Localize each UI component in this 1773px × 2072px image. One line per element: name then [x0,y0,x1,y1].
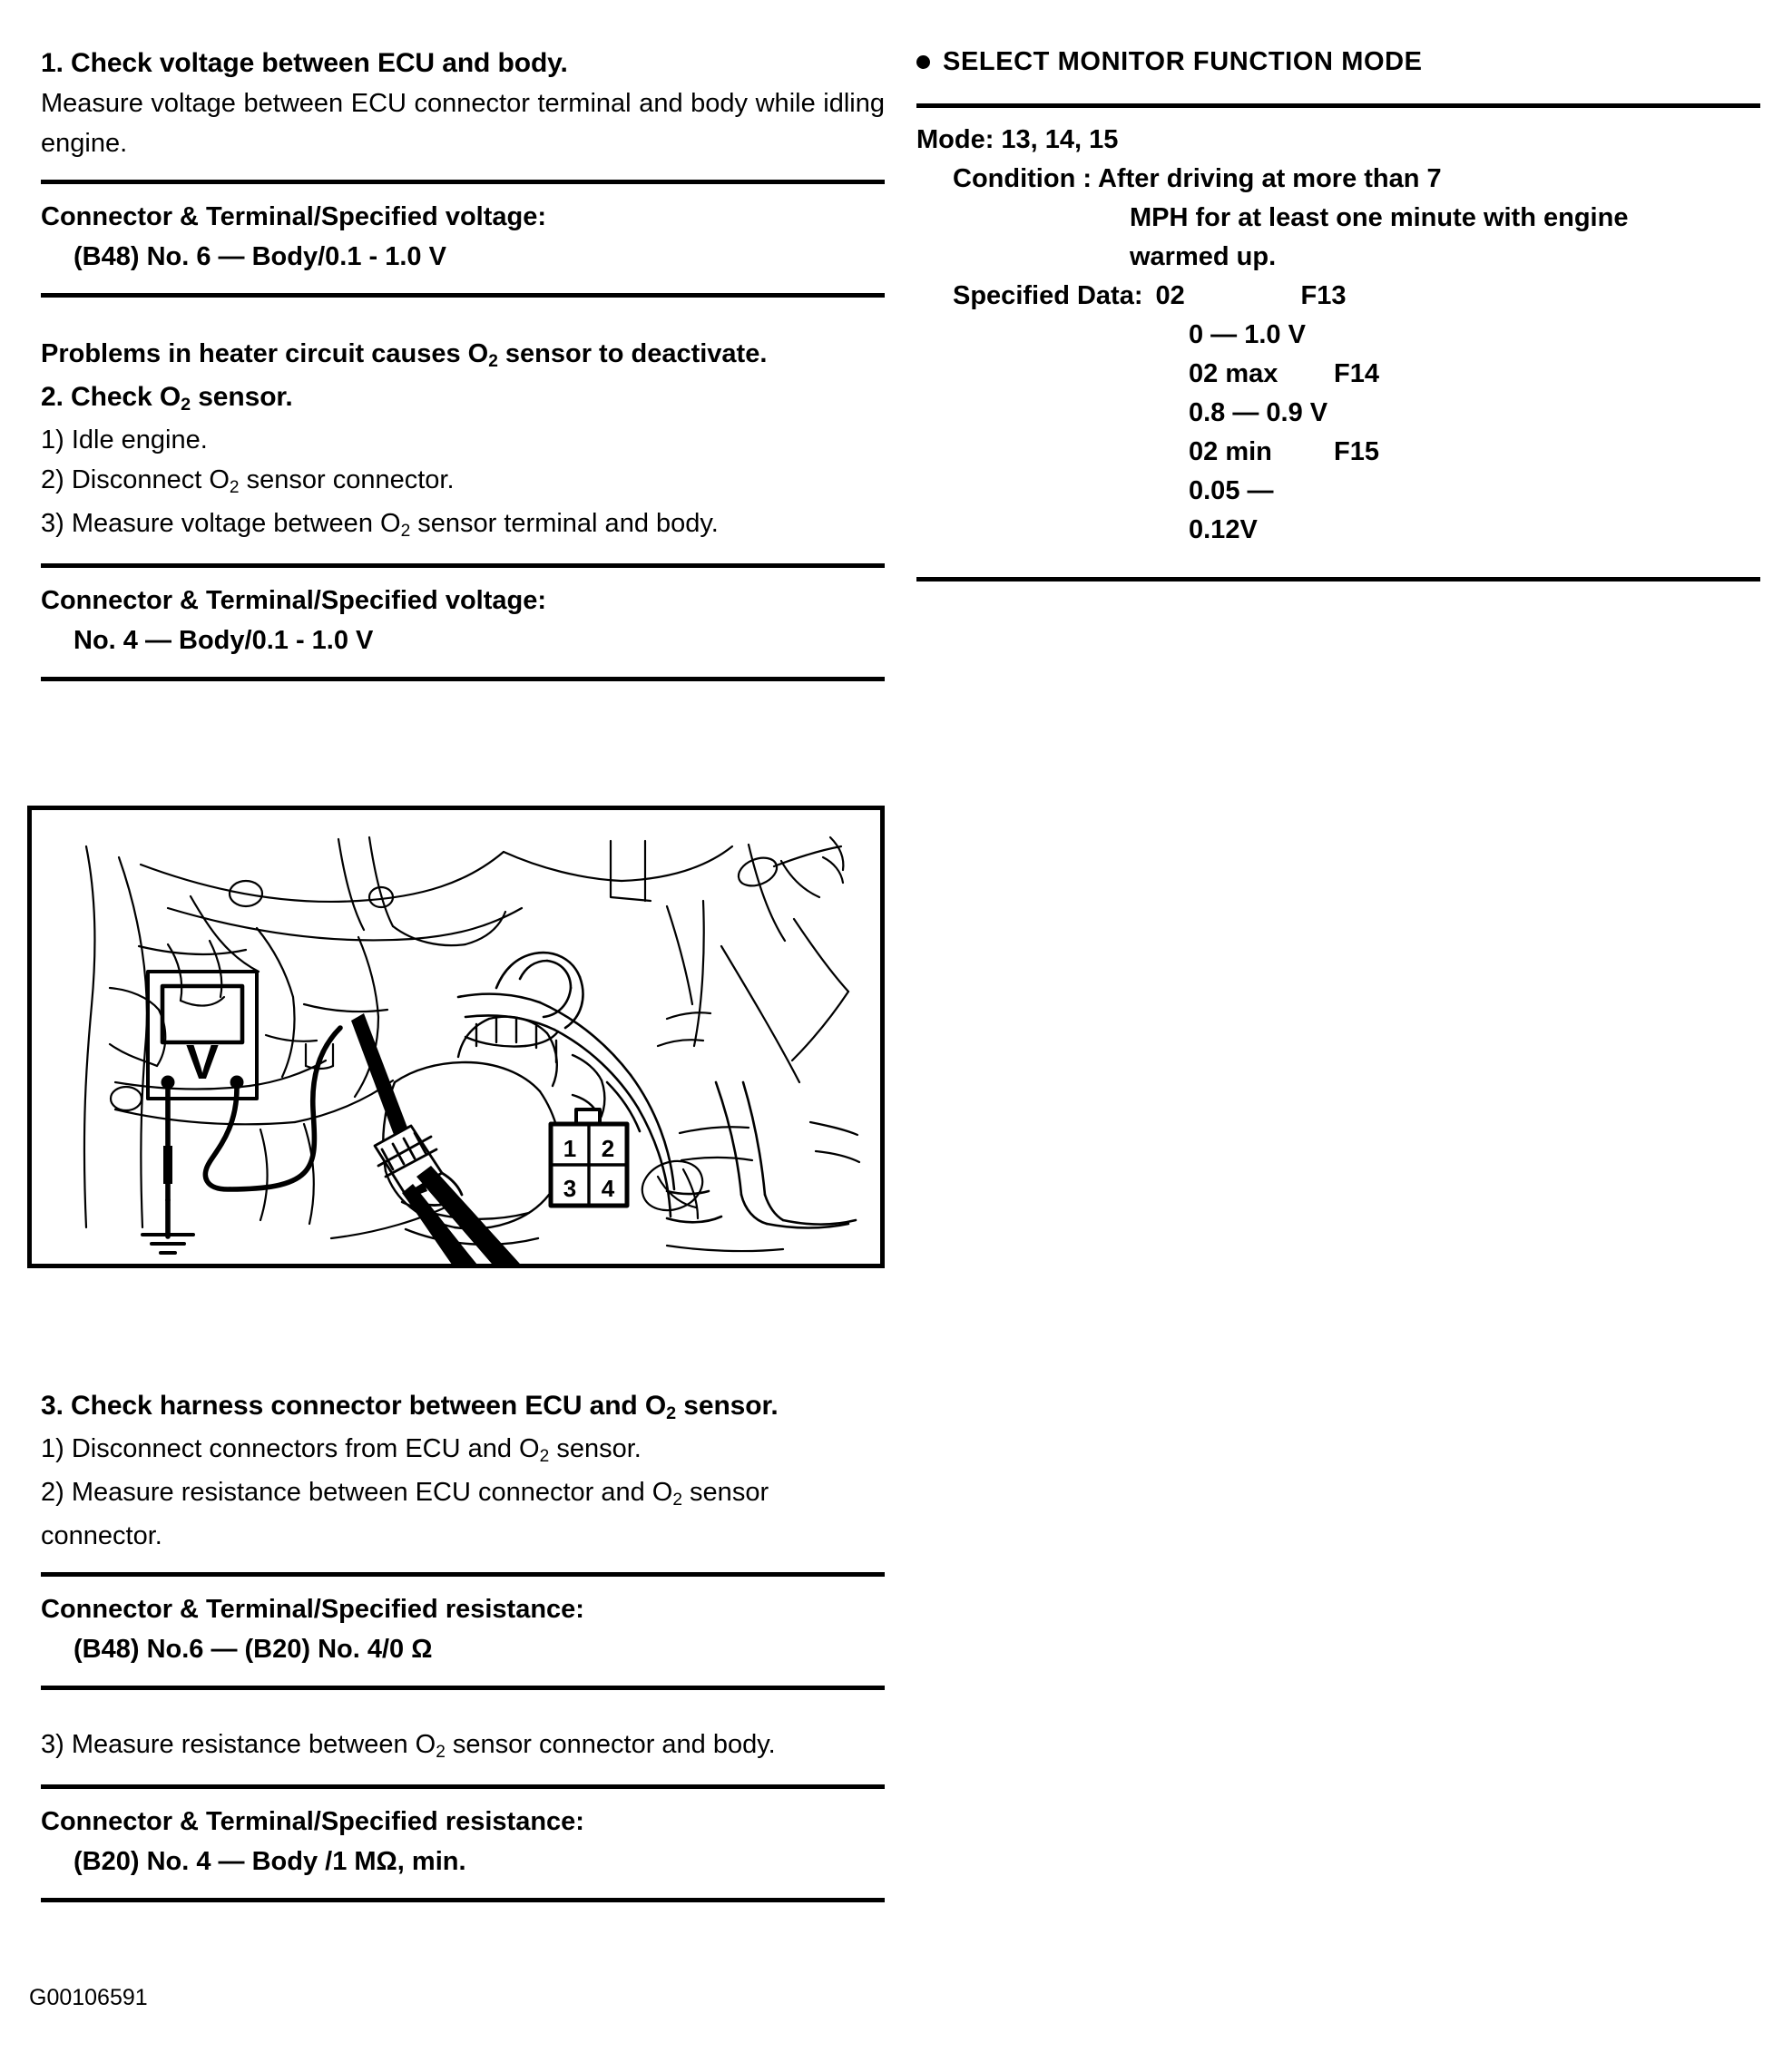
divider-rule [41,180,885,184]
step-3-item-3 [41,1725,885,1768]
step-2-item-3-prefix: 3) Measure voltage between O [41,509,401,538]
step-2-item-2 [41,460,885,503]
spec-2-value: No. 4 — Body/0.1 - 1.0 V [73,626,374,655]
specified-data-row-0 [916,277,1760,316]
pin-label-2: 2 [601,1135,615,1162]
specified-data-value-1: 0 — 1.0 V [1189,320,1306,349]
step-2-heading-suffix: sensor. [190,382,293,412]
specified-data-code-2: F14 [1334,359,1379,388]
divider-rule [41,1898,885,1902]
step-2-item-3 [41,503,885,547]
specified-data-value-4: 02 min [1189,437,1272,466]
step-2-item-2-prefix: 2) Disconnect O [41,465,230,494]
step-3-item-2-prefix: 2) Measure resistance between ECU connector and O [41,1478,673,1507]
divider-rule [41,1686,885,1690]
condition-line-3: warmed up. [1130,242,1277,271]
step-2-item-1: 1) Idle engine. [41,425,208,454]
voltmeter-label: V [185,1035,220,1090]
mode-line: Mode: 13, 14, 15 [916,125,1119,154]
specified-data-row-5 [916,472,1760,550]
pin-label-1: 1 [563,1135,577,1162]
spec-2-title: Connector & Terminal/Specified voltage: [41,586,547,615]
left-column-lower [41,1386,885,1902]
specified-data-row-3 [916,394,1760,433]
step-3-item-1-prefix: 1) Disconnect connectors from ECU and O [41,1434,540,1463]
step-3-item-1-suffix: sensor. [549,1434,642,1463]
specified-data-value-3: 0.8 — 0.9 V [1189,398,1328,427]
divider-rule [41,677,885,681]
page-reference-id: G00106591 [29,1985,148,2010]
pin-label-3: 3 [563,1175,577,1202]
subscript-2: 2 [666,1403,677,1424]
subscript-2: 2 [436,1742,446,1762]
step-3-heading [41,1386,885,1429]
subscript-2: 2 [672,1490,682,1510]
pin-label-4: 4 [601,1175,615,1202]
divider-rule [916,577,1760,582]
spec-1-value: (B48) No. 6 — Body/0.1 - 1.0 V [73,242,446,271]
subscript-2: 2 [181,395,191,415]
specified-data-code-4: F15 [1334,437,1379,466]
step-2-item-2-suffix: sensor connector. [239,465,455,494]
condition-line-2: MPH for at least one minute with engine [1130,203,1629,232]
specified-data-value-0: 02 [1155,281,1185,310]
spec-3-value: (B48) No.6 — (B20) No. 4/0 Ω [73,1635,433,1664]
subscript-2: 2 [539,1446,550,1466]
divider-rule [916,103,1760,108]
spec-4-title: Connector & Terminal/Specified resistance: [41,1807,584,1836]
step-3-item-3-suffix: sensor connector and body. [445,1730,776,1759]
step-3-item-1 [41,1429,885,1472]
subscript-2: 2 [229,477,240,497]
background-detail-right [635,1012,859,1251]
pin-connector-diagram [551,1109,627,1206]
specified-data-label: Specified Data: [953,281,1143,310]
step-2-heading-prefix: 2. Check O [41,382,181,412]
step-3-heading-prefix: 3. Check harness connector between ECU and O [41,1391,667,1421]
step-1-body: Measure voltage between ECU connector terminal and body while idling engine. [41,89,885,158]
condition-line-1: Condition : After driving at more than 7 [953,164,1442,193]
heater-circuit-note [41,334,885,377]
probe-tip [163,1146,172,1184]
step-2-item-3-suffix: sensor terminal and body. [410,509,719,538]
note-text-suffix: sensor to deactivate. [497,339,768,368]
engine-bay-illustration [27,806,885,1268]
specified-data-row-1 [916,316,1760,355]
left-column [41,44,885,681]
specified-data-value-5: 0.05 — 0.12V [1189,476,1274,544]
step-3-item-2-suffix: sensor connector. [41,1478,769,1550]
subscript-2: 2 [400,521,411,541]
divider-rule [41,563,885,568]
note-text-prefix: Problems in heater circuit causes O [41,339,489,368]
select-monitor-heading [916,44,1760,80]
right-column [916,44,1760,582]
subscript-2: 2 [488,351,498,371]
step-2-heading [41,377,885,420]
spec-4-value: (B20) No. 4 — Body /1 MΩ, min. [73,1847,466,1876]
spec-1-title: Connector & Terminal/Specified voltage: [41,202,547,231]
step-3-item-2 [41,1472,885,1556]
step-3-item-3-prefix: 3) Measure resistance between O [41,1730,436,1759]
divider-rule [41,1572,885,1577]
specified-data-row-2 [916,355,1760,394]
divider-rule [41,293,885,298]
bullet-icon [916,55,930,69]
step-1-heading: 1. Check voltage between ECU and body. [41,48,568,78]
spec-3-title: Connector & Terminal/Specified resistance: [41,1595,584,1624]
specified-data-value-2: 02 max [1189,359,1278,388]
divider-rule [41,1784,885,1789]
select-monitor-heading-text: SELECT MONITOR FUNCTION MODE [943,47,1423,76]
specified-data-row-4 [916,433,1760,472]
hoses [458,953,856,1227]
step-3-heading-suffix: sensor. [676,1391,779,1421]
specified-data-code-0: F13 [1300,281,1347,310]
